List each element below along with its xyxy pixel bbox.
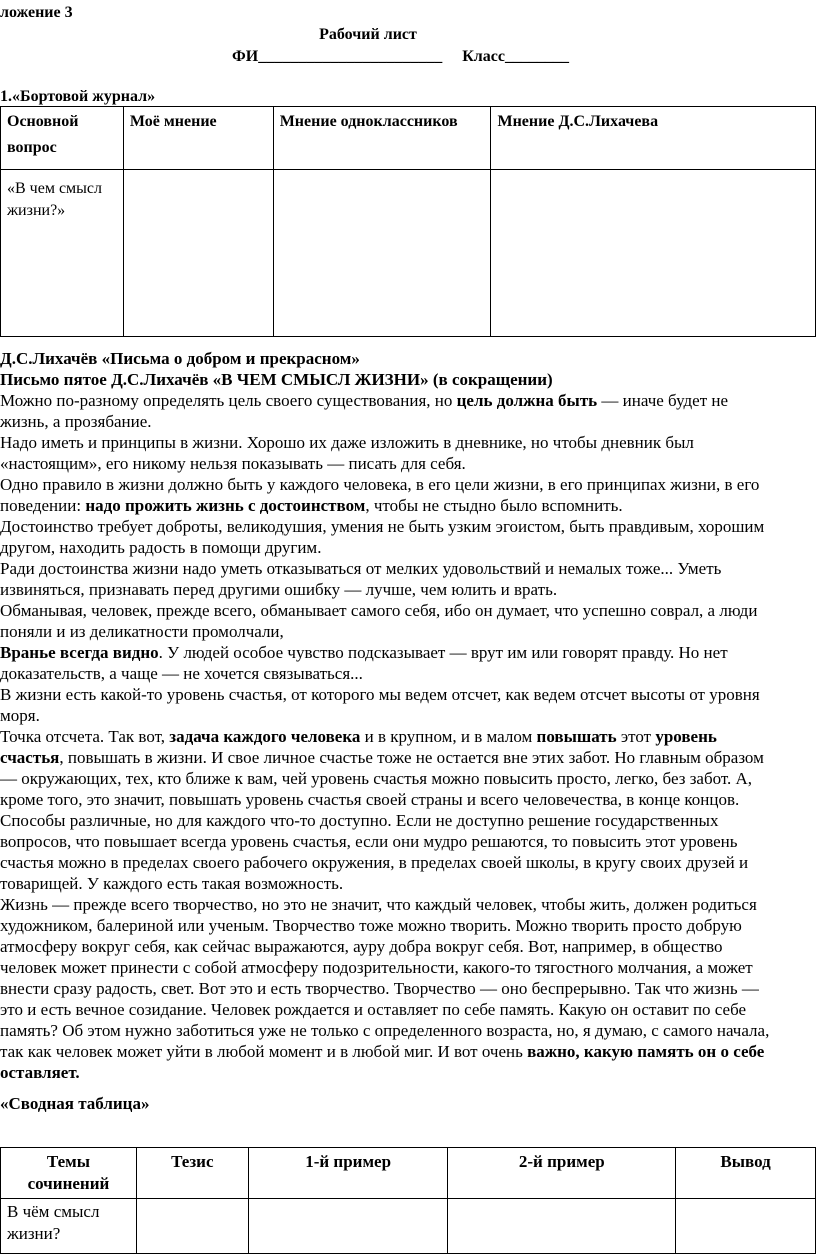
paragraph: Надо иметь и принципы в жизни. Хорошо их даже изложить в дневнике, но чтобы дневник был «настоящим», его никому нельзя показывать — писать для себя. xyxy=(0,433,694,473)
header-cell: Тезис xyxy=(136,1148,248,1199)
question-cell: «В чем смысл жизни?» xyxy=(1,170,124,337)
table-row xyxy=(1,1199,816,1254)
worksheet-title: Рабочий лист xyxy=(319,26,417,43)
paragraph: Жизнь — прежде всего творчество, но это не значит, что каждый человек, чтобы жить, должен родиться художником, балериной или ученым. Творчество тоже можно творить. Можно творить просто добрую атмосферу вокруг себя, как сейчас выражаются, ауру добра вокруг себя. Вот, например, в общество человек может принести с собой атмосферу подозрительности, какого-то тягостного молчания, а может внести сразу радость, свет. Вот это и есть творчество. Творчество — оно беспрерывно. Так что жизнь — это и есть вечное созидание. Человек рождается и оставляет по себе память. Какую он оставит по себе память? Об этом нужно заботиться уже не только с определенного возраста, но, я думаю, с самого начала, так как человек может уйти в любой момент и в любой миг. И вот очень важно, какую память он о себе оставляет. xyxy=(0,895,770,1082)
paragraph: Точка отсчета. Так вот, задача каждого человека и в крупном, и в малом повышать этот уровень счастья, повышать в жизни. И свое личное счастье тоже не остается вне этих забот. Но главным образом — окружающих, тех, кто ближе к вам, чей уровень счастья можно повысить просто, легко, без забот. А, кроме того, это значит, повышать уровень счастья своей страны и всего человечества, в конце концов. xyxy=(0,727,764,809)
letter-text xyxy=(0,348,816,1083)
my-opinion-cell[interactable] xyxy=(123,170,273,337)
header-cell: Вывод xyxy=(676,1148,816,1199)
paragraph: Вранье всегда видно. У людей особое чувство подсказывает — врут им или говорят правду. Но нет доказательств, а чаще — не хочется связываться... xyxy=(0,643,728,683)
header-cell: Темы сочинений xyxy=(1,1148,137,1199)
summary-title: «Сводная таблица» xyxy=(0,1094,150,1113)
logbook-title: 1.«Бортовой журнал» xyxy=(0,88,156,105)
header-cell: Мнение одноклассников xyxy=(273,107,491,170)
example-1-cell[interactable] xyxy=(248,1199,448,1254)
conclusion-cell[interactable] xyxy=(676,1199,816,1254)
topic-cell: В чём смысл жизни? xyxy=(1,1199,137,1254)
header-cell: Мнение Д.С.Лихачева xyxy=(491,107,816,170)
header-cell: 1-й пример xyxy=(248,1148,448,1199)
likhachev-opinion-cell[interactable] xyxy=(491,170,816,337)
logbook-table xyxy=(0,106,816,337)
paragraph: В жизни есть какой-то уровень счастья, от которого мы ведем отсчет, как ведем отсчет высоты от уровня моря. xyxy=(0,685,760,725)
thesis-cell[interactable] xyxy=(136,1199,248,1254)
name-field-label: ФИ_______________________ xyxy=(232,48,443,65)
header-cell: Моё мнение xyxy=(123,107,273,170)
name-class-row xyxy=(232,46,569,67)
paragraph: Ради достоинства жизни надо уметь отказываться от мелких удовольствий и немалых тоже... Уметь извиняться, признавать перед другими ошибку — лучше, чем юлить и врать. xyxy=(0,559,722,599)
table-header-row xyxy=(1,1148,816,1199)
summary-table xyxy=(0,1147,816,1254)
appendix-label: ложение 3 xyxy=(0,4,73,21)
letter-source: Д.С.Лихачёв «Письма о добром и прекрасном» xyxy=(0,349,360,368)
paragraph: Достоинство требует доброты, великодушия, умения не быть узким эгоистом, быть правдивым, хорошим другом, находить радость в помощи другим. xyxy=(0,517,765,557)
class-field-label: Класс________ xyxy=(462,48,569,65)
paragraph: Способы различные, но для каждого что-то доступно. Если не доступно решение государственных вопросов, что повышает всегда уровень счастья, если они мудро решаются, то повысить этот уровень счастья можно в пределах своего рабочего окружения, в пределах своей школы, в кругу своих друзей и товарищей. У каждого есть такая возможность. xyxy=(0,811,749,893)
letter-title: Письмо пятое Д.С.Лихачёв «В ЧЕМ СМЫСЛ ЖИЗНИ» (в сокращении) xyxy=(0,370,553,389)
classmates-opinion-cell[interactable] xyxy=(273,170,491,337)
paragraph: Можно по-разному определять цель своего существования, но цель должна быть — иначе будет не жизнь, а прозябание. xyxy=(0,391,729,431)
table-row xyxy=(1,170,816,337)
header-cell: Основной вопрос xyxy=(1,107,124,170)
paragraph: Одно правило в жизни должно быть у каждого человека, в его цели жизни, в его принципах жизни, в его поведении: надо прожить жизнь с достоинством, чтобы не стыдно было вспомнить. xyxy=(0,475,760,515)
table-header-row xyxy=(1,107,816,170)
example-2-cell[interactable] xyxy=(448,1199,676,1254)
paragraph: Обманывая, человек, прежде всего, обманывает самого себя, ибо он думает, что успешно соврал, а люди поняли и из деликатности промолчали, xyxy=(0,601,758,641)
header-cell: 2-й пример xyxy=(448,1148,676,1199)
